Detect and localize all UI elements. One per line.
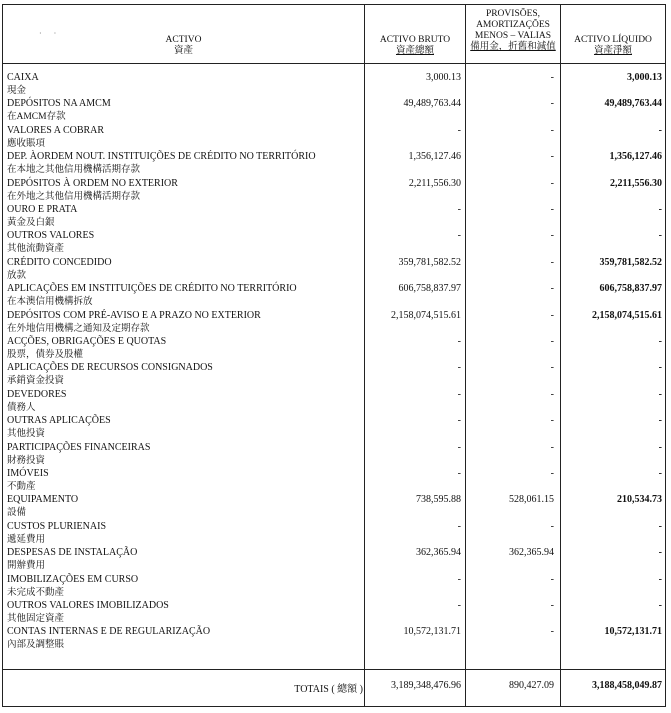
row-provisoes: - <box>550 283 554 295</box>
row-activo-bruto: 49,489,763.44 <box>403 98 461 110</box>
row-label-pt: CRÉDITO CONCEDIDO <box>7 256 112 268</box>
row-label-zh: 內部及調整賬 <box>7 640 65 651</box>
table-row <box>3 494 665 520</box>
row-label-zh: 在AMCM存款 <box>7 112 66 123</box>
totals-liquido: 3,188,458,049.87 <box>592 680 662 691</box>
header-liquido <box>561 35 665 57</box>
header-liquido-pt: ACTIVO LÍQUIDO <box>574 35 652 45</box>
table-row <box>3 362 665 388</box>
table-row <box>3 98 665 124</box>
row-label-zh: 其他固定資產 <box>7 614 65 624</box>
header-activo-zh: 資產 <box>173 46 193 56</box>
totals-bruto: 3,189,348,476.96 <box>391 680 461 691</box>
row-label-zh: 承銷資金投資 <box>7 376 65 387</box>
row-label-pt: EQUIPAMENTO <box>7 494 79 506</box>
row-activo-liquido: 606,758,837.97 <box>599 283 662 295</box>
row-activo-bruto: - <box>457 520 461 532</box>
header-provisoes-zh: 備用金，折舊和減值 <box>470 42 556 52</box>
row-label-pt: PARTICIPAÇÕES FINANCEIRAS <box>7 441 151 453</box>
row-provisoes: - <box>550 468 554 479</box>
header-divider <box>3 63 665 64</box>
row-label-pt: CAIXA <box>7 72 39 83</box>
row-provisoes: - <box>550 336 554 347</box>
table-row <box>3 626 665 652</box>
scan-mark: · · <box>39 29 57 38</box>
row-activo-liquido: - <box>658 441 662 453</box>
table-row <box>3 574 665 600</box>
row-label-pt: APLICAÇÕES DE RECURSOS CONSIGNADOS <box>7 362 213 374</box>
row-activo-bruto: 362,365.94 <box>416 547 461 559</box>
header-provisoes <box>466 9 560 53</box>
table-row <box>3 415 665 441</box>
row-label-pt: VALORES A COBRAR <box>7 124 105 136</box>
row-activo-bruto: - <box>457 415 461 427</box>
row-label-zh: 未完成不動產 <box>7 587 65 598</box>
row-activo-bruto: - <box>457 362 461 374</box>
row-label-pt: APLICAÇÕES EM INSTITUIÇÕES DE CRÉDITO NO TERRITÓRIO <box>7 283 297 295</box>
row-activo-liquido: - <box>658 362 662 374</box>
row-label-zh: 不動產 <box>7 482 36 492</box>
row-activo-liquido: - <box>658 547 662 559</box>
row-activo-bruto: - <box>457 336 461 347</box>
row-activo-liquido: - <box>658 204 662 215</box>
row-label-pt: CONTAS INTERNAS E DE REGULARIZAÇÃO <box>7 626 211 638</box>
row-activo-liquido: 2,211,556.30 <box>610 177 662 189</box>
row-provisoes: - <box>550 256 554 268</box>
header-bruto <box>365 35 465 57</box>
row-activo-liquido: 359,781,582.52 <box>599 256 662 268</box>
row-provisoes: 528,061.15 <box>509 494 554 506</box>
table-row <box>3 600 665 626</box>
header-provisoes-line2: AMORTIZAÇÕES <box>476 20 550 30</box>
row-label-zh: 在本地之其他信用機構活期存款 <box>7 165 141 176</box>
row-label-zh: 股票，債券及股權 <box>7 350 84 360</box>
row-label-pt: OUTROS VALORES <box>7 230 95 242</box>
row-label-pt: OUTRAS APLICAÇÕES <box>7 415 111 427</box>
row-label-pt: IMÓVEIS <box>7 468 49 479</box>
row-label-zh: 應收賬項 <box>7 138 46 149</box>
row-provisoes: - <box>550 388 554 400</box>
header-bruto-zh: 資產總額 <box>395 46 434 56</box>
row-provisoes: 362,365.94 <box>509 547 554 559</box>
row-activo-bruto: 2,158,074,515.61 <box>391 309 461 321</box>
header-bruto-pt: ACTIVO BRUTO <box>379 35 451 45</box>
table-row <box>3 310 665 336</box>
row-label-pt: DESPESAS DE INSTALAÇÃO <box>7 547 138 559</box>
row-label-zh: 開辦費用 <box>7 561 46 572</box>
row-provisoes: - <box>550 362 554 374</box>
totals-provisoes: 890,427.09 <box>509 680 554 691</box>
row-provisoes: - <box>550 600 554 611</box>
row-label-pt: DEPÓSITOS COM PRÉ-AVISO E A PRAZO NO EXTERIOR <box>7 309 261 321</box>
balance-sheet-table <box>2 4 666 707</box>
row-provisoes: - <box>550 441 554 453</box>
row-label-pt: DEP. ÀORDEM NOUT. INSTITUIÇÕES DE CRÉDITO NO TERRITÓRIO <box>7 151 316 163</box>
row-provisoes: - <box>550 124 554 136</box>
row-label-zh: 黃金及白銀 <box>7 218 55 228</box>
row-activo-bruto: - <box>457 124 461 136</box>
row-activo-liquido: 2,158,074,515.61 <box>592 309 662 321</box>
row-activo-liquido: 49,489,763.44 <box>604 98 662 110</box>
row-activo-bruto: - <box>457 468 461 479</box>
row-label-pt: DEPÓSITOS À ORDEM NO EXTERIOR <box>7 177 178 189</box>
row-provisoes: - <box>550 309 554 321</box>
row-label-pt: OUTROS VALORES IMOBILIZADOS <box>7 600 169 611</box>
row-activo-liquido: - <box>658 415 662 427</box>
row-label-zh: 在外地之其他信用機構活期存款 <box>7 191 141 202</box>
row-activo-liquido: - <box>658 230 662 242</box>
row-activo-liquido: 10,572,131.71 <box>604 626 662 638</box>
row-activo-bruto: 2,211,556.30 <box>408 177 461 189</box>
row-label-zh: 在外地信用機構之通知及定期存款 <box>7 323 150 334</box>
table-row <box>3 283 665 309</box>
row-activo-liquido: - <box>658 388 662 400</box>
row-activo-bruto: 359,781,582.52 <box>398 256 461 268</box>
row-provisoes: - <box>550 573 554 585</box>
table-row <box>3 521 665 547</box>
header-provisoes-line3: MENOS – VALIAS <box>474 31 552 41</box>
table-row <box>3 257 665 283</box>
row-label-zh: 遞延費用 <box>7 534 46 545</box>
row-label-zh: 設備 <box>7 508 27 519</box>
row-activo-liquido: - <box>658 336 662 347</box>
table-row <box>3 547 665 573</box>
row-provisoes: - <box>550 520 554 532</box>
row-activo-bruto: - <box>457 573 461 585</box>
row-provisoes: - <box>550 151 554 163</box>
row-activo-bruto: - <box>457 388 461 400</box>
totals-label: TOTAIS ( 總額 ) <box>294 684 363 695</box>
row-activo-bruto: 1,356,127.46 <box>408 151 461 163</box>
row-activo-liquido: - <box>658 520 662 532</box>
table-row <box>3 442 665 468</box>
table-row <box>3 389 665 415</box>
row-activo-bruto: 738,595.88 <box>416 494 461 506</box>
row-label-zh: 財務投資 <box>7 455 46 466</box>
row-activo-liquido: 210,534.73 <box>617 494 662 506</box>
row-activo-bruto: 10,572,131.71 <box>403 626 461 638</box>
row-provisoes: - <box>550 72 554 83</box>
row-label-pt: ACÇÕES, OBRIGAÇÕES E QUOTAS <box>7 336 167 347</box>
row-label-pt: CUSTOS PLURIENAIS <box>7 520 106 532</box>
row-activo-liquido: 3,000.13 <box>627 72 662 83</box>
table-row <box>3 125 665 151</box>
row-provisoes: - <box>550 230 554 242</box>
row-label-zh: 債務人 <box>7 402 36 413</box>
row-label-pt: DEPÓSITOS NA AMCM <box>7 98 111 110</box>
table-row <box>3 204 665 230</box>
row-label-zh: 其他投資 <box>7 429 46 440</box>
table-row <box>3 468 665 494</box>
row-provisoes: - <box>550 415 554 427</box>
row-activo-bruto: - <box>457 204 461 215</box>
row-provisoes: - <box>550 98 554 110</box>
row-activo-liquido: - <box>658 124 662 136</box>
row-activo-bruto: 3,000.13 <box>426 72 461 83</box>
header-activo-pt: ACTIVO <box>165 35 202 45</box>
row-provisoes: - <box>550 626 554 638</box>
row-provisoes: - <box>550 204 554 215</box>
row-label-zh: 現金 <box>7 86 27 96</box>
totals-divider <box>3 669 665 670</box>
row-label-zh: 在本澳信用機構拆放 <box>7 297 93 308</box>
table-row <box>3 151 665 177</box>
header-liquido-zh: 資產淨額 <box>593 46 632 56</box>
table-row <box>3 72 665 98</box>
row-label-pt: IMOBILIZAÇÕES EM CURSO <box>7 573 139 585</box>
row-activo-bruto: 606,758,837.97 <box>398 283 461 295</box>
row-activo-bruto: - <box>457 600 461 611</box>
row-label-zh: 其他流動資產 <box>7 244 65 255</box>
row-label-zh: 放款 <box>7 270 27 281</box>
row-activo-liquido: - <box>658 468 662 479</box>
header-activo <box>3 35 364 57</box>
row-activo-liquido: - <box>658 573 662 585</box>
row-label-pt: OURO E PRATA <box>7 204 78 215</box>
table-row <box>3 230 665 256</box>
row-activo-bruto: - <box>457 230 461 242</box>
table-row <box>3 178 665 204</box>
row-activo-liquido: 1,356,127.46 <box>609 151 662 163</box>
row-provisoes: - <box>550 177 554 189</box>
row-activo-liquido: - <box>658 600 662 611</box>
row-label-pt: DEVEDORES <box>7 388 67 400</box>
header-provisoes-line1: PROVISÕES, <box>485 9 541 19</box>
table-row <box>3 336 665 362</box>
row-activo-bruto: - <box>457 441 461 453</box>
